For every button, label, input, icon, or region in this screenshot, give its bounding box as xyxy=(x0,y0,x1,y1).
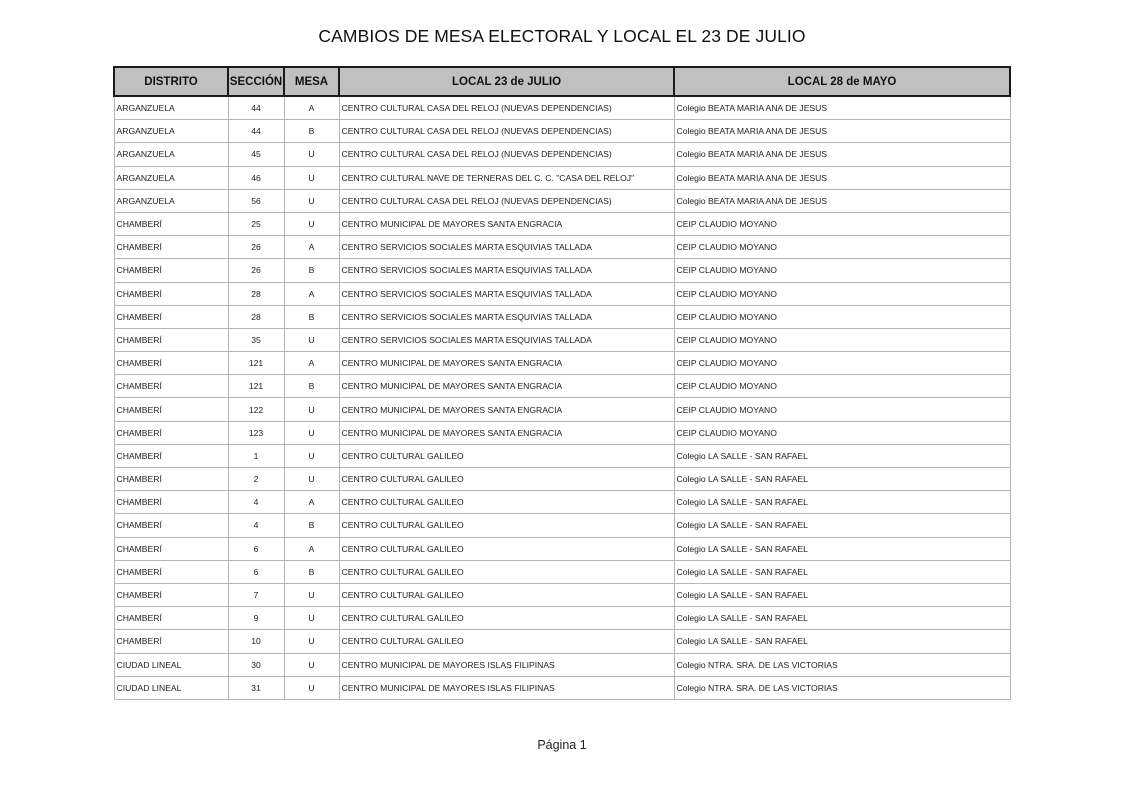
cell-mesa: U xyxy=(284,630,339,653)
header-mesa: MESA xyxy=(284,67,339,96)
cell-distrito: CIUDAD LINEAL xyxy=(114,676,228,699)
cell-local-28-mayo: CEIP CLAUDIO MOYANO xyxy=(674,282,1010,305)
table-row xyxy=(114,444,1010,467)
cell-local-23-julio: CENTRO CULTURAL GALILEO xyxy=(339,514,674,537)
cell-local-23-julio: CENTRO MUNICIPAL DE MAYORES SANTA ENGRACIA xyxy=(339,375,674,398)
cell-distrito: CHAMBERÍ xyxy=(114,282,228,305)
cell-local-28-mayo: Colegio BEATA MARIA ANA DE JESUS xyxy=(674,96,1010,120)
cell-seccion: 9 xyxy=(228,607,284,630)
cell-mesa: A xyxy=(284,236,339,259)
cell-local-23-julio: CENTRO CULTURAL GALILEO xyxy=(339,607,674,630)
cell-seccion: 26 xyxy=(228,259,284,282)
cell-mesa: A xyxy=(284,352,339,375)
table-row xyxy=(114,282,1010,305)
table-row xyxy=(114,236,1010,259)
cell-seccion: 6 xyxy=(228,560,284,583)
cell-local-23-julio: CENTRO MUNICIPAL DE MAYORES ISLAS FILIPINAS xyxy=(339,653,674,676)
cell-local-23-julio: CENTRO SERVICIOS SOCIALES MARTA ESQUIVIAS TALLADA xyxy=(339,236,674,259)
header-row xyxy=(114,67,1010,96)
cell-distrito: CHAMBERÍ xyxy=(114,328,228,351)
cell-seccion: 44 xyxy=(228,96,284,120)
table-row xyxy=(114,514,1010,537)
cell-local-28-mayo: CEIP CLAUDIO MOYANO xyxy=(674,398,1010,421)
cell-local-23-julio: CENTRO CULTURAL GALILEO xyxy=(339,583,674,606)
table-row xyxy=(114,630,1010,653)
cell-distrito: CHAMBERÍ xyxy=(114,375,228,398)
table-row xyxy=(114,398,1010,421)
cell-mesa: U xyxy=(284,166,339,189)
cell-seccion: 7 xyxy=(228,583,284,606)
table-row xyxy=(114,212,1010,235)
cell-mesa: U xyxy=(284,398,339,421)
cell-local-28-mayo: Colegio LA SALLE - SAN RAFAEL xyxy=(674,491,1010,514)
cell-local-23-julio: CENTRO CULTURAL CASA DEL RELOJ (NUEVAS DEPENDENCIAS) xyxy=(339,189,674,212)
cell-mesa: A xyxy=(284,491,339,514)
cell-local-23-julio: CENTRO SERVICIOS SOCIALES MARTA ESQUIVIAS TALLADA xyxy=(339,305,674,328)
cell-seccion: 56 xyxy=(228,189,284,212)
header-distrito: DISTRITO xyxy=(114,67,228,96)
cell-mesa: U xyxy=(284,583,339,606)
cell-mesa: U xyxy=(284,421,339,444)
cell-distrito: CHAMBERÍ xyxy=(114,212,228,235)
header-local-23-julio: LOCAL 23 de JULIO xyxy=(339,67,674,96)
cell-mesa: A xyxy=(284,537,339,560)
cell-local-28-mayo: Colegio NTRA. SRA. DE LAS VICTORIAS xyxy=(674,676,1010,699)
cell-distrito: CHAMBERÍ xyxy=(114,421,228,444)
cell-local-28-mayo: Colegio LA SALLE - SAN RAFAEL xyxy=(674,560,1010,583)
cell-seccion: 1 xyxy=(228,444,284,467)
cell-distrito: ARGANZUELA xyxy=(114,143,228,166)
cell-distrito: CHAMBERÍ xyxy=(114,259,228,282)
cell-seccion: 31 xyxy=(228,676,284,699)
cell-local-28-mayo: Colegio BEATA MARIA ANA DE JESUS xyxy=(674,143,1010,166)
cell-seccion: 45 xyxy=(228,143,284,166)
cell-seccion: 4 xyxy=(228,514,284,537)
table-header xyxy=(114,67,1010,96)
table-row xyxy=(114,259,1010,282)
cell-local-28-mayo: Colegio NTRA. SRA. DE LAS VICTORIAS xyxy=(674,653,1010,676)
cell-seccion: 28 xyxy=(228,305,284,328)
cell-local-28-mayo: CEIP CLAUDIO MOYANO xyxy=(674,375,1010,398)
cell-seccion: 122 xyxy=(228,398,284,421)
cell-local-28-mayo: CEIP CLAUDIO MOYANO xyxy=(674,352,1010,375)
polling-changes-table xyxy=(113,66,1011,700)
table-row xyxy=(114,305,1010,328)
cell-local-23-julio: CENTRO CULTURAL CASA DEL RELOJ (NUEVAS DEPENDENCIAS) xyxy=(339,120,674,143)
cell-local-28-mayo: Colegio LA SALLE - SAN RAFAEL xyxy=(674,514,1010,537)
table-row xyxy=(114,607,1010,630)
cell-local-28-mayo: Colegio BEATA MARIA ANA DE JESUS xyxy=(674,189,1010,212)
cell-mesa: A xyxy=(284,282,339,305)
cell-local-23-julio: CENTRO MUNICIPAL DE MAYORES ISLAS FILIPINAS xyxy=(339,676,674,699)
table-row xyxy=(114,96,1010,120)
cell-distrito: CHAMBERÍ xyxy=(114,560,228,583)
cell-local-23-julio: CENTRO MUNICIPAL DE MAYORES SANTA ENGRACIA xyxy=(339,212,674,235)
cell-distrito: CHAMBERÍ xyxy=(114,236,228,259)
cell-local-23-julio: CENTRO CULTURAL GALILEO xyxy=(339,630,674,653)
cell-mesa: B xyxy=(284,305,339,328)
cell-local-23-julio: CENTRO MUNICIPAL DE MAYORES SANTA ENGRACIA xyxy=(339,398,674,421)
cell-mesa: U xyxy=(284,189,339,212)
cell-local-28-mayo: Colegio LA SALLE - SAN RAFAEL xyxy=(674,630,1010,653)
cell-local-28-mayo: CEIP CLAUDIO MOYANO xyxy=(674,328,1010,351)
cell-seccion: 25 xyxy=(228,212,284,235)
cell-seccion: 44 xyxy=(228,120,284,143)
table-row xyxy=(114,468,1010,491)
page-number: Página 1 xyxy=(537,738,587,752)
table-row xyxy=(114,653,1010,676)
table-row xyxy=(114,328,1010,351)
cell-distrito: CIUDAD LINEAL xyxy=(114,653,228,676)
cell-local-28-mayo: Colegio LA SALLE - SAN RAFAEL xyxy=(674,607,1010,630)
cell-local-23-julio: CENTRO CULTURAL GALILEO xyxy=(339,468,674,491)
document-title: CAMBIOS DE MESA ELECTORAL Y LOCAL EL 23 DE JULIO xyxy=(318,26,806,46)
cell-mesa: U xyxy=(284,143,339,166)
table-row xyxy=(114,166,1010,189)
cell-mesa: U xyxy=(284,676,339,699)
cell-local-28-mayo: Colegio BEATA MARIA ANA DE JESUS xyxy=(674,120,1010,143)
cell-mesa: U xyxy=(284,212,339,235)
cell-mesa: B xyxy=(284,120,339,143)
cell-mesa: A xyxy=(284,96,339,120)
cell-local-28-mayo: Colegio LA SALLE - SAN RAFAEL xyxy=(674,468,1010,491)
cell-distrito: CHAMBERÍ xyxy=(114,583,228,606)
table-row xyxy=(114,491,1010,514)
cell-seccion: 10 xyxy=(228,630,284,653)
table-row xyxy=(114,421,1010,444)
table-row xyxy=(114,560,1010,583)
cell-distrito: CHAMBERÍ xyxy=(114,514,228,537)
cell-distrito: CHAMBERÍ xyxy=(114,468,228,491)
cell-seccion: 46 xyxy=(228,166,284,189)
cell-distrito: CHAMBERÍ xyxy=(114,491,228,514)
cell-distrito: CHAMBERÍ xyxy=(114,537,228,560)
cell-distrito: ARGANZUELA xyxy=(114,96,228,120)
cell-local-23-julio: CENTRO MUNICIPAL DE MAYORES SANTA ENGRACIA xyxy=(339,352,674,375)
cell-distrito: CHAMBERÍ xyxy=(114,630,228,653)
cell-seccion: 26 xyxy=(228,236,284,259)
cell-local-23-julio: CENTRO SERVICIOS SOCIALES MARTA ESQUIVIAS TALLADA xyxy=(339,259,674,282)
table-row xyxy=(114,352,1010,375)
cell-mesa: U xyxy=(284,468,339,491)
cell-mesa: U xyxy=(284,328,339,351)
header-seccion: SECCIÓN xyxy=(228,67,284,96)
table-body xyxy=(114,96,1010,699)
cell-mesa: B xyxy=(284,560,339,583)
table-row xyxy=(114,583,1010,606)
cell-seccion: 28 xyxy=(228,282,284,305)
cell-local-28-mayo: CEIP CLAUDIO MOYANO xyxy=(674,212,1010,235)
cell-seccion: 6 xyxy=(228,537,284,560)
cell-local-28-mayo: CEIP CLAUDIO MOYANO xyxy=(674,259,1010,282)
table-row xyxy=(114,676,1010,699)
cell-local-23-julio: CENTRO SERVICIOS SOCIALES MARTA ESQUIVIAS TALLADA xyxy=(339,282,674,305)
cell-seccion: 123 xyxy=(228,421,284,444)
cell-seccion: 121 xyxy=(228,352,284,375)
cell-mesa: B xyxy=(284,375,339,398)
cell-seccion: 121 xyxy=(228,375,284,398)
cell-distrito: ARGANZUELA xyxy=(114,189,228,212)
table-row xyxy=(114,537,1010,560)
cell-seccion: 2 xyxy=(228,468,284,491)
cell-distrito: ARGANZUELA xyxy=(114,120,228,143)
cell-local-23-julio: CENTRO CULTURAL CASA DEL RELOJ (NUEVAS DEPENDENCIAS) xyxy=(339,96,674,120)
cell-mesa: B xyxy=(284,514,339,537)
cell-local-28-mayo: Colegio BEATA MARIA ANA DE JESUS xyxy=(674,166,1010,189)
cell-seccion: 4 xyxy=(228,491,284,514)
cell-distrito: CHAMBERÍ xyxy=(114,305,228,328)
cell-local-23-julio: CENTRO CULTURAL GALILEO xyxy=(339,491,674,514)
cell-distrito: CHAMBERÍ xyxy=(114,607,228,630)
cell-local-28-mayo: CEIP CLAUDIO MOYANO xyxy=(674,305,1010,328)
cell-mesa: U xyxy=(284,607,339,630)
table-row xyxy=(114,143,1010,166)
cell-distrito: ARGANZUELA xyxy=(114,166,228,189)
cell-distrito: CHAMBERÍ xyxy=(114,352,228,375)
cell-local-28-mayo: CEIP CLAUDIO MOYANO xyxy=(674,236,1010,259)
cell-mesa: U xyxy=(284,653,339,676)
cell-local-23-julio: CENTRO CULTURAL CASA DEL RELOJ (NUEVAS DEPENDENCIAS) xyxy=(339,143,674,166)
table-row xyxy=(114,375,1010,398)
cell-distrito: CHAMBERÍ xyxy=(114,398,228,421)
cell-local-28-mayo: Colegio LA SALLE - SAN RAFAEL xyxy=(674,583,1010,606)
cell-local-23-julio: CENTRO CULTURAL NAVE DE TERNERAS DEL C. C. "CASA DEL RELOJ" xyxy=(339,166,674,189)
cell-distrito: CHAMBERÍ xyxy=(114,444,228,467)
cell-local-23-julio: CENTRO CULTURAL GALILEO xyxy=(339,560,674,583)
cell-local-28-mayo: Colegio LA SALLE - SAN RAFAEL xyxy=(674,444,1010,467)
cell-local-23-julio: CENTRO MUNICIPAL DE MAYORES SANTA ENGRACIA xyxy=(339,421,674,444)
cell-seccion: 35 xyxy=(228,328,284,351)
cell-local-28-mayo: Colegio LA SALLE - SAN RAFAEL xyxy=(674,537,1010,560)
cell-local-23-julio: CENTRO CULTURAL GALILEO xyxy=(339,537,674,560)
cell-seccion: 30 xyxy=(228,653,284,676)
cell-local-23-julio: CENTRO CULTURAL GALILEO xyxy=(339,444,674,467)
table-row xyxy=(114,189,1010,212)
table-row xyxy=(114,120,1010,143)
header-local-28-mayo: LOCAL 28 de MAYO xyxy=(674,67,1010,96)
cell-local-23-julio: CENTRO SERVICIOS SOCIALES MARTA ESQUIVIAS TALLADA xyxy=(339,328,674,351)
cell-mesa: U xyxy=(284,444,339,467)
cell-local-28-mayo: CEIP CLAUDIO MOYANO xyxy=(674,421,1010,444)
cell-mesa: B xyxy=(284,259,339,282)
